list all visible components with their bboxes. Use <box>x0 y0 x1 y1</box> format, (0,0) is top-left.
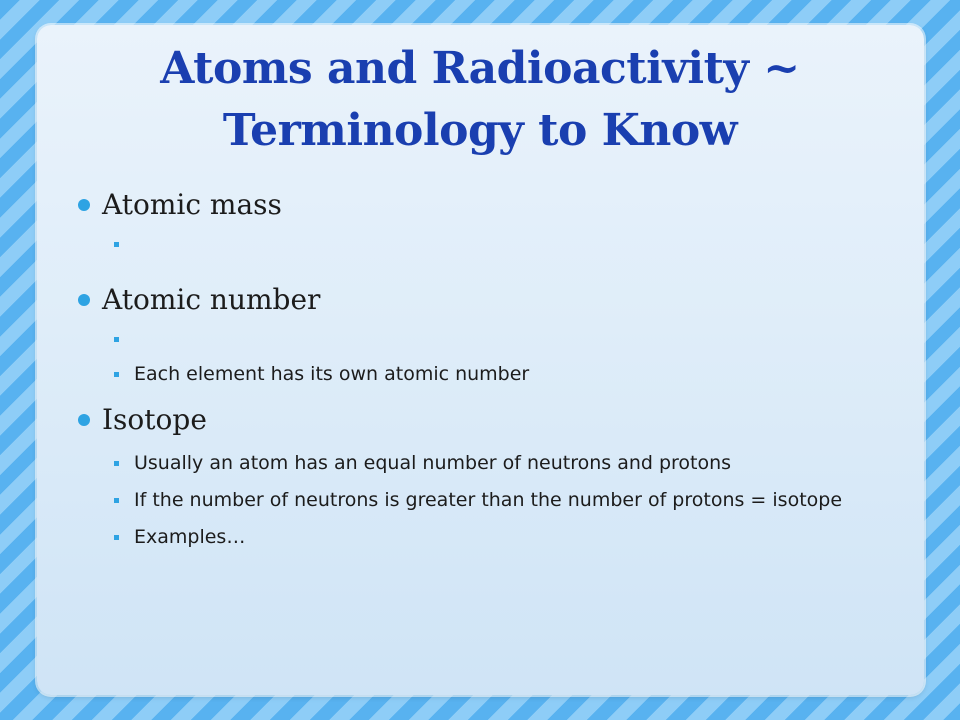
bullet-label: Isotope <box>102 403 207 436</box>
sub-bullet <box>78 525 898 550</box>
sub-bullet <box>78 488 894 513</box>
bullet-dot-icon <box>78 294 90 306</box>
sub-bullet <box>78 232 898 257</box>
sub-bullet-square-icon <box>114 337 119 342</box>
sub-bullet-square-icon <box>114 498 119 503</box>
sub-bullet <box>78 451 898 476</box>
bullet-label: Atomic mass <box>102 188 282 221</box>
sub-bullet <box>78 327 898 352</box>
sub-bullet-text: Each element has its own atomic number <box>134 363 530 385</box>
bullet-atomic-number <box>78 281 898 319</box>
sub-bullet-square-icon <box>114 372 119 377</box>
sub-bullet <box>78 362 898 387</box>
bullet-atomic-mass <box>78 186 898 224</box>
title-line-2: Terminology to Know <box>222 105 738 156</box>
title-line-1: Atoms and Radioactivity ~ <box>160 43 800 94</box>
sub-bullet-text: If the number of neutrons is greater than the number of protons = isotope <box>134 489 843 511</box>
bullet-dot-icon <box>78 199 90 211</box>
bullet-label: Atomic number <box>102 283 321 316</box>
slide-title <box>0 38 960 162</box>
slide-content <box>78 186 898 550</box>
sub-bullet-square-icon <box>114 461 119 466</box>
bullet-dot-icon <box>78 414 90 426</box>
bullet-isotope <box>78 401 898 439</box>
sub-bullet-square-icon <box>114 535 119 540</box>
sub-bullet-text: Usually an atom has an equal number of neutrons and protons <box>134 452 732 474</box>
sub-bullet-text: Examples… <box>134 526 246 548</box>
sub-bullet-square-icon <box>114 242 119 247</box>
